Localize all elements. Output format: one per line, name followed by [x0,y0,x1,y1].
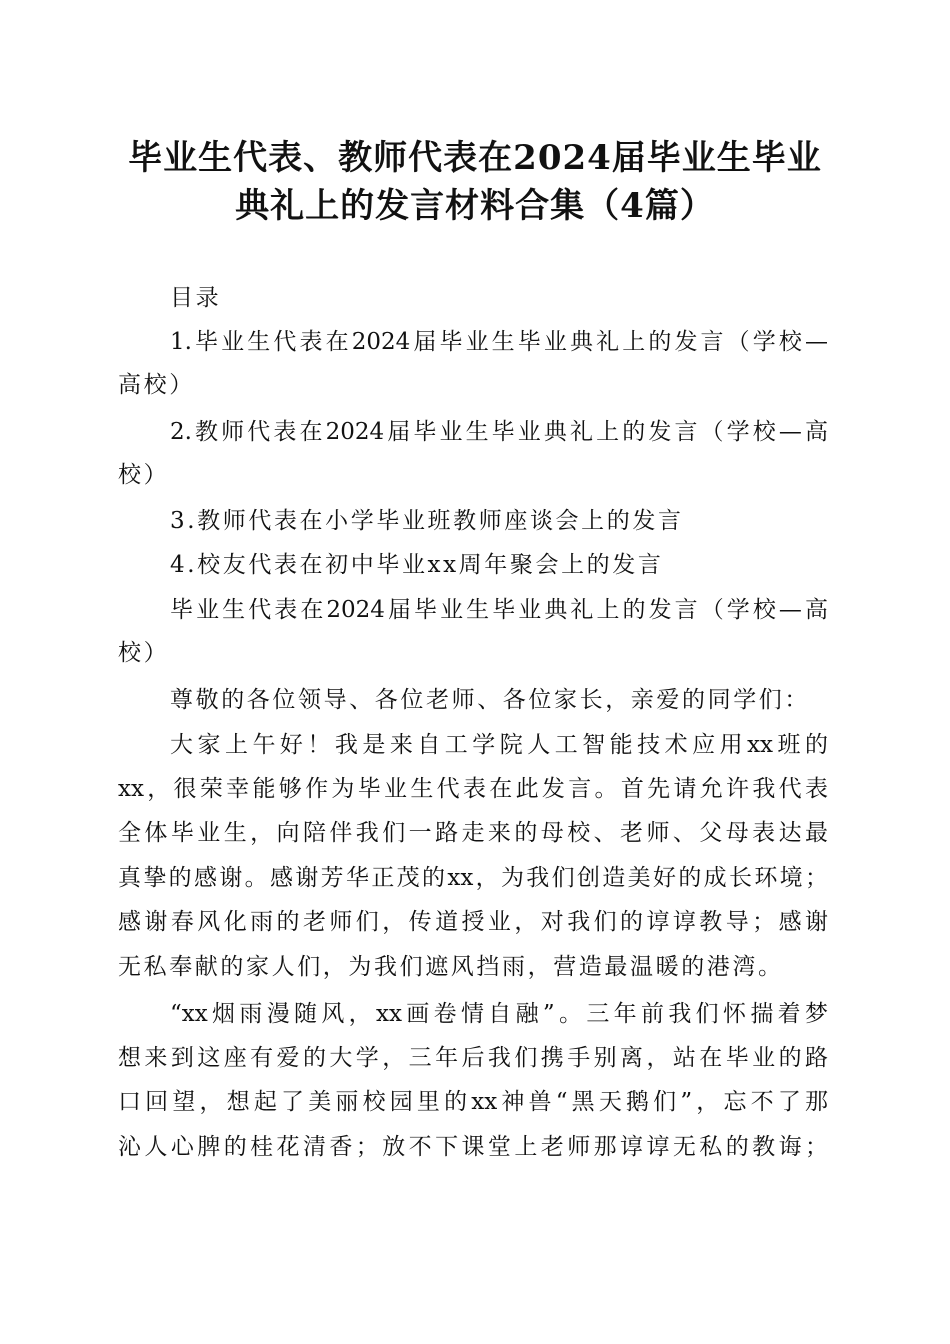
section-title-continued: 校） [118,640,170,666]
toc-item-2-continued: 校） [118,462,170,488]
section-title: 毕业生代表在2024届毕业生毕业典礼上的发言（学校—高 [170,597,828,623]
paragraph-2-line: 想来到这座有爱的大学，三年后我们携手别离，站在毕业的路 [118,1045,828,1071]
toc-item-4: 4.校友代表在初中毕业xx周年聚会上的发言 [170,552,664,578]
toc-item-3: 3.教师代表在小学毕业班教师座谈会上的发言 [170,508,684,534]
document-title-line-2: 典礼上的发言材料合集（4篇） [235,186,715,226]
paragraph-1-line: 大家上午好！我是来自工学院人工智能技术应用xx班的 [170,732,828,758]
toc-item-1-continued: 高校） [118,372,195,398]
document-title-line-1: 毕业生代表、教师代表在2024届毕业生毕业 [128,138,822,178]
greeting: 尊敬的各位领导、各位老师、各位家长，亲爱的同学们： [170,687,810,713]
paragraph-2-line: 沁人心脾的桂花清香；放不下课堂上老师那谆谆无私的教诲； [118,1134,828,1160]
paragraph-1-line: 无私奉献的家人们，为我们遮风挡雨，营造最温暖的港湾。 [118,954,784,980]
toc-item-2: 2.教师代表在2024届毕业生毕业典礼上的发言（学校—高 [170,419,828,445]
paragraph-1-line: 全体毕业生，向陪伴我们一路走来的母校、老师、父母表达最 [118,820,828,846]
paragraph-1-line: 真挚的感谢。感谢芳华正茂的xx，为我们创造美好的成长环境； [118,865,828,891]
toc-item-1: 1.毕业生代表在2024届毕业生毕业典礼上的发言（学校— [170,329,828,355]
toc-heading: 目录 [170,285,222,311]
paragraph-1-line: xx，很荣幸能够作为毕业生代表在此发言。首先请允许我代表 [118,776,828,802]
paragraph-2-line: 口回望，想起了美丽校园里的xx神兽“黑天鹅们”，忘不了那 [118,1089,828,1115]
paragraph-2-line: “xx烟雨漫随风，xx画卷情自融”。三年前我们怀揣着梦 [170,1001,828,1027]
paragraph-1-line: 感谢春风化雨的老师们，传道授业，对我们的谆谆教导；感谢 [118,909,828,935]
